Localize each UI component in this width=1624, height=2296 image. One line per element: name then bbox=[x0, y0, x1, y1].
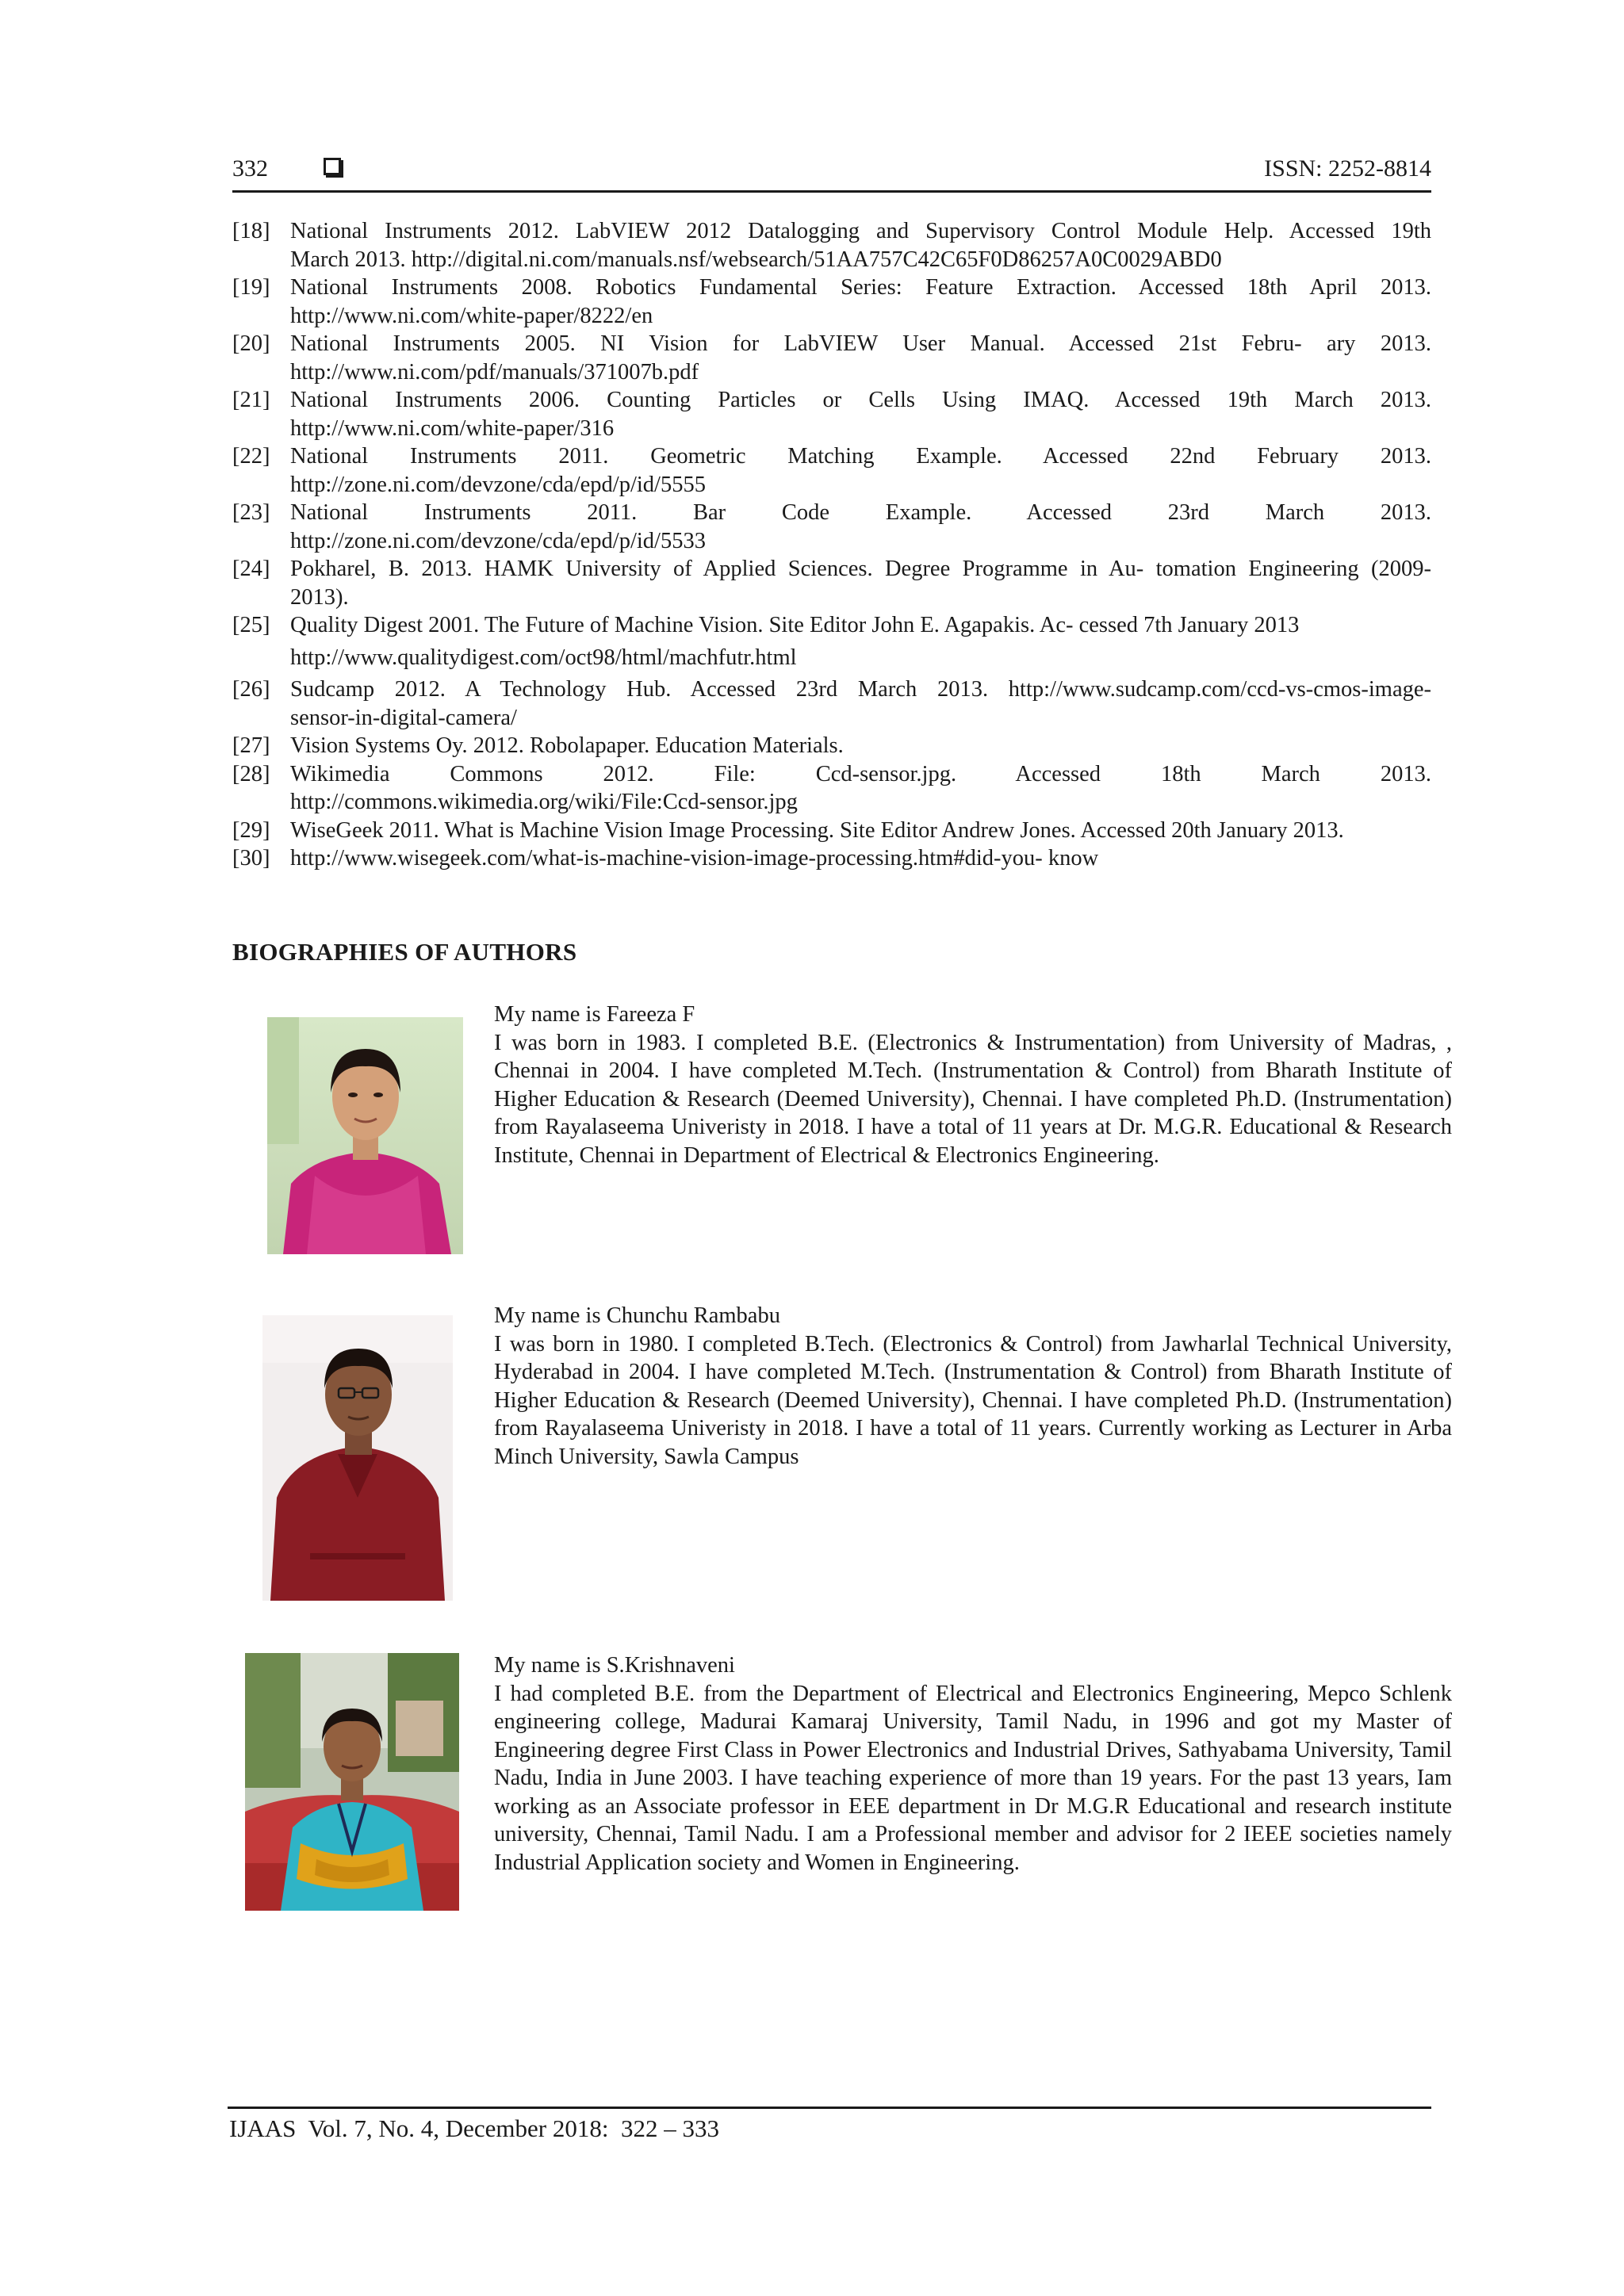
author-bio-text: I was born in 1983. I completed B.E. (Electronics & Instrumentation) from University of Madras, , Chennai in 2004. I have completed M.Tech. (Instrumentation & Control) from Bharath Institute of Higher Education & Research (Deemed University), Chennai. I have completed Ph.D. (Instrumentation) from Rayalaseema Univeristy in 2018. I have a total of 11 years at Dr. M.G.R. Educational & Research Institute, Chennai in Department of Electrical & Electronics Engineering. bbox=[494, 1030, 1452, 1168]
author-photo-krishnaveni bbox=[245, 1653, 459, 1911]
reference-text: WiseGeek 2011. What is Machine Vision Image Processing. Site Editor Andrew Jones. Accessed 20th January 2013. bbox=[290, 817, 1344, 843]
reference-number: [28] bbox=[232, 761, 270, 786]
author-name: My name is Fareeza F bbox=[494, 1002, 695, 1027]
reference-item bbox=[232, 555, 1431, 611]
reference-text: http://www.ni.com/pdf/manuals/371007b.pdf bbox=[290, 359, 699, 385]
footer-rule bbox=[228, 2107, 1431, 2109]
reference-item bbox=[232, 844, 1431, 873]
reference-list bbox=[232, 217, 1431, 873]
reference-number: [30] bbox=[232, 846, 270, 871]
reference-item bbox=[232, 732, 1431, 760]
reference-text: Sudcamp 2012. A Technology Hub. Accessed 23rd March 2013. http://www.sudcamp.com/ccd-vs-cmos-image- bbox=[290, 677, 1431, 702]
author-bio-text: I had completed B.E. from the Department of Electrical and Electronics Engineering, Mepco Schlenk engineering college, Madurai Kamaraj University, Tamil Nadu, in 1996 and got my Master of Engineering degree First Class in Power Electronics and Industrial Drives, Sathyabama University, Tamil Nadu, India in June 2003. I have teaching experience of more than 19 years. For the past 13 years, Iam working as an Associate professor in EEE department in Dr M.G.R Educational and research institute university, Chennai, Tamil Nadu. I am a Professional member and advisor for 2 IEEE societies namely Industrial Application society and Women in Engineering. bbox=[494, 1681, 1452, 1875]
author-photo-rambabu bbox=[262, 1315, 453, 1601]
section-heading: BIOGRAPHIES OF AUTHORS bbox=[232, 938, 577, 966]
reference-number: [27] bbox=[232, 733, 270, 758]
author-name: My name is Chunchu Rambabu bbox=[494, 1303, 780, 1328]
header-rule bbox=[232, 190, 1431, 193]
reference-item bbox=[232, 330, 1431, 386]
page-number: 332 bbox=[232, 155, 268, 182]
reference-item bbox=[232, 442, 1431, 499]
reference-text: http://commons.wikimedia.org/wiki/File:Ccd-sensor.jpg bbox=[290, 790, 798, 814]
reference-number: [26] bbox=[232, 677, 270, 702]
reference-number: [24] bbox=[232, 557, 270, 581]
reference-text: Vision Systems Oy. 2012. Robolapaper. Education Materials. bbox=[290, 733, 844, 758]
reference-text: March 2013. http://digital.ni.com/manuals.nsf/websearch/51AA757C42C65F0D86257A0C0029ABD0 bbox=[290, 247, 1222, 272]
author-bio bbox=[494, 1302, 1452, 1471]
reference-text: http://www.ni.com/white-paper/316 bbox=[290, 415, 615, 441]
reference-text: National Instruments 2011. Bar Code Example. Accessed 23rd March 2013. bbox=[290, 500, 1431, 525]
reference-item bbox=[232, 611, 1431, 672]
reference-text: http://zone.ni.com/devzone/cda/epd/p/id/5533 bbox=[290, 528, 706, 553]
reference-item bbox=[232, 386, 1431, 442]
reference-item bbox=[232, 217, 1431, 274]
reference-text: http://zone.ni.com/devzone/cda/epd/p/id/5555 bbox=[290, 472, 706, 497]
reference-item bbox=[232, 760, 1431, 817]
reference-text: sensor-in-digital-camera/ bbox=[290, 705, 517, 730]
reference-number: [25] bbox=[232, 613, 270, 637]
reference-text: National Instruments 2006. Counting Particles or Cells Using IMAQ. Accessed 19th March 2013. bbox=[290, 388, 1431, 412]
reference-item bbox=[232, 817, 1431, 845]
reference-text: http://www.qualitydigest.com/oct98/html/machfutr.html bbox=[290, 645, 797, 670]
reference-number: [22] bbox=[232, 444, 270, 469]
issn: ISSN: 2252-8814 bbox=[1264, 155, 1431, 182]
author-bio bbox=[494, 1651, 1452, 1877]
reference-number: [18] bbox=[232, 219, 270, 243]
reference-text: National Instruments 2011. Geometric Matching Example. Accessed 22nd February 2013. bbox=[290, 444, 1431, 469]
reference-text: National Instruments 2008. Robotics Fundamental Series: Feature Extraction. Accessed 18th April 2013. bbox=[290, 275, 1431, 300]
reference-text: National Instruments 2005. NI Vision for LabVIEW User Manual. Accessed 21st Febru- ary 2013. bbox=[290, 331, 1431, 356]
reference-number: [21] bbox=[232, 388, 270, 412]
reference-text: Quality Digest 2001. The Future of Machine Vision. Site Editor John E. Agapakis. Ac- cessed 7th January 2013 bbox=[290, 613, 1300, 637]
reference-text: http://www.wisegeek.com/what-is-machine-vision-image-processing.htm#did-you- know bbox=[290, 846, 1099, 871]
reference-item bbox=[232, 499, 1431, 555]
reference-text: National Instruments 2012. LabVIEW 2012 Datalogging and Supervisory Control Module Help. Accessed 19th bbox=[290, 219, 1431, 243]
reference-text: 2013). bbox=[290, 584, 349, 610]
reference-number: [23] bbox=[232, 500, 270, 525]
author-bio-text: I was born in 1980. I completed B.Tech. (Electronics & Control) from Jawharlal Technical University, Hyderabad in 2004. I have completed M.Tech. (Instrumentation & Control) from Bharath Institute of Higher Education & Research (Deemed University), Chennai. I have completed Ph.D. (Instrumentation) from Rayalaseema Univeristy in 2018. I have a total of 11 years. Currently working as Lecturer in Arba Minch University, Sawla Campus bbox=[494, 1331, 1452, 1469]
author-photo-fareeza bbox=[267, 1017, 463, 1254]
author-bio bbox=[494, 1001, 1452, 1169]
reference-item bbox=[232, 274, 1431, 330]
reference-item bbox=[232, 675, 1431, 732]
reference-text: Wikimedia Commons 2012. File: Ccd-sensor.jpg. Accessed 18th March 2013. bbox=[290, 761, 1431, 786]
footer-citation: IJAAS Vol. 7, No. 4, December 2018: 322 – 333 bbox=[229, 2114, 719, 2142]
reference-number: [19] bbox=[232, 275, 270, 300]
author-name: My name is S.Krishnaveni bbox=[494, 1653, 735, 1678]
reference-text: http://www.ni.com/white-paper/8222/en bbox=[290, 303, 653, 328]
reference-number: [20] bbox=[232, 331, 270, 356]
reference-number: [29] bbox=[232, 817, 270, 843]
reference-text: Pokharel, B. 2013. HAMK University of Applied Sciences. Degree Programme in Au- tomation Engineering (2009- bbox=[290, 557, 1431, 581]
square-icon bbox=[324, 158, 341, 175]
